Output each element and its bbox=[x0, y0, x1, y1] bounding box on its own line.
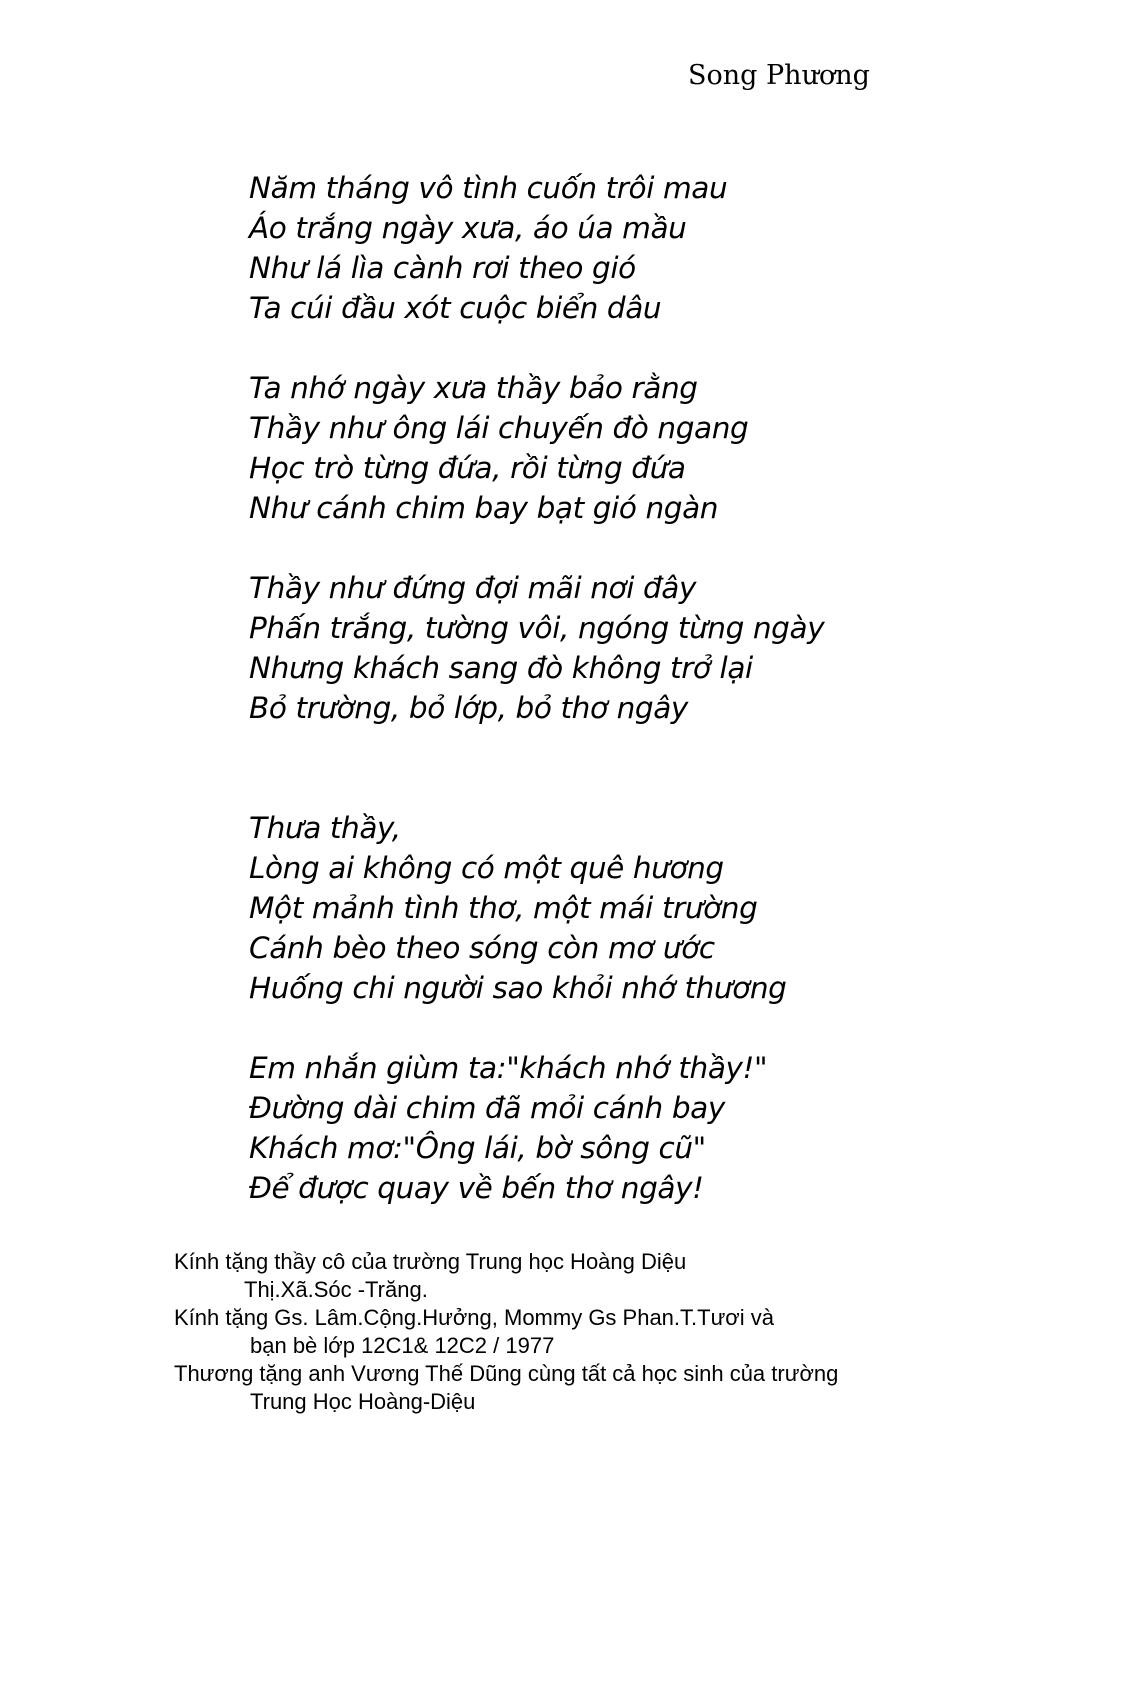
poem bbox=[249, 168, 1109, 1208]
poem-line: Huống chi người sao khỏi nhớ thương bbox=[249, 971, 787, 1005]
stanza-5 bbox=[249, 1048, 1109, 1208]
poem-line: Em nhắn giùm ta:"khách nhớ thầy!" bbox=[249, 1051, 768, 1085]
dedication-line: Kính tặng Gs. Lâm.Cộng.Hưởng, Mommy Gs Phan.T.Tươi và bbox=[174, 1305, 774, 1330]
poem-line: Thưa thầy, bbox=[249, 811, 401, 845]
author-name: Song Phương bbox=[688, 60, 870, 91]
poem-line: Lòng ai không có một quê hương bbox=[249, 851, 724, 885]
poem-line: Thầy như đứng đợi mãi nơi đây bbox=[249, 571, 697, 605]
poem-line: Ta cúi đầu xót cuộc biển dâu bbox=[249, 291, 662, 325]
dedication-line: bạn bè lớp 12C1& 12C2 / 1977 bbox=[250, 1333, 555, 1358]
poem-line: Học trò từng đứa, rồi từng đứa bbox=[249, 451, 686, 485]
stanza-2 bbox=[249, 368, 1109, 528]
dedications bbox=[174, 1248, 838, 1416]
poem-line: Một mảnh tình thơ, một mái trường bbox=[249, 891, 758, 925]
dedication-line: Thị.Xã.Sóc -Trăng. bbox=[244, 1277, 428, 1302]
poem-line: Cánh bèo theo sóng còn mơ ước bbox=[249, 931, 715, 965]
poem-line: Nhưng khách sang đò không trở lại bbox=[249, 651, 753, 685]
poem-line: Như cánh chim bay bạt gió ngàn bbox=[249, 491, 719, 525]
poem-line: Đường dài chim đã mỏi cánh bay bbox=[249, 1091, 725, 1125]
poem-line: Áo trắng ngày xưa, áo úa mầu bbox=[249, 211, 687, 245]
poem-line: Năm tháng vô tình cuốn trôi mau bbox=[249, 171, 728, 205]
poem-line: Phấn trắng, tường vôi, ngóng từng ngày bbox=[249, 611, 825, 645]
poem-line: Khách mơ:"Ông lái, bờ sông cũ" bbox=[249, 1131, 706, 1165]
stanza-3 bbox=[249, 568, 1109, 728]
poem-line: Thầy như ông lái chuyến đò ngang bbox=[249, 411, 749, 445]
dedication-line: Kính tặng thầy cô của trường Trung học Hoàng Diệu bbox=[174, 1249, 687, 1274]
stanza-1 bbox=[249, 168, 1109, 328]
poem-line: Để được quay về bến thơ ngây! bbox=[249, 1171, 704, 1205]
poem-line: Ta nhớ ngày xưa thầy bảo rằng bbox=[249, 371, 698, 405]
dedication-line: Trung Học Hoàng-Diệu bbox=[250, 1389, 476, 1414]
poem-line: Như lá lìa cành rơi theo gió bbox=[249, 251, 636, 285]
dedication-line: Thương tặng anh Vương Thế Dũng cùng tất cả học sinh của trường bbox=[174, 1361, 839, 1386]
poem-line: Bỏ trường, bỏ lớp, bỏ thơ ngây bbox=[249, 691, 688, 725]
stanza-4 bbox=[249, 808, 1109, 1008]
